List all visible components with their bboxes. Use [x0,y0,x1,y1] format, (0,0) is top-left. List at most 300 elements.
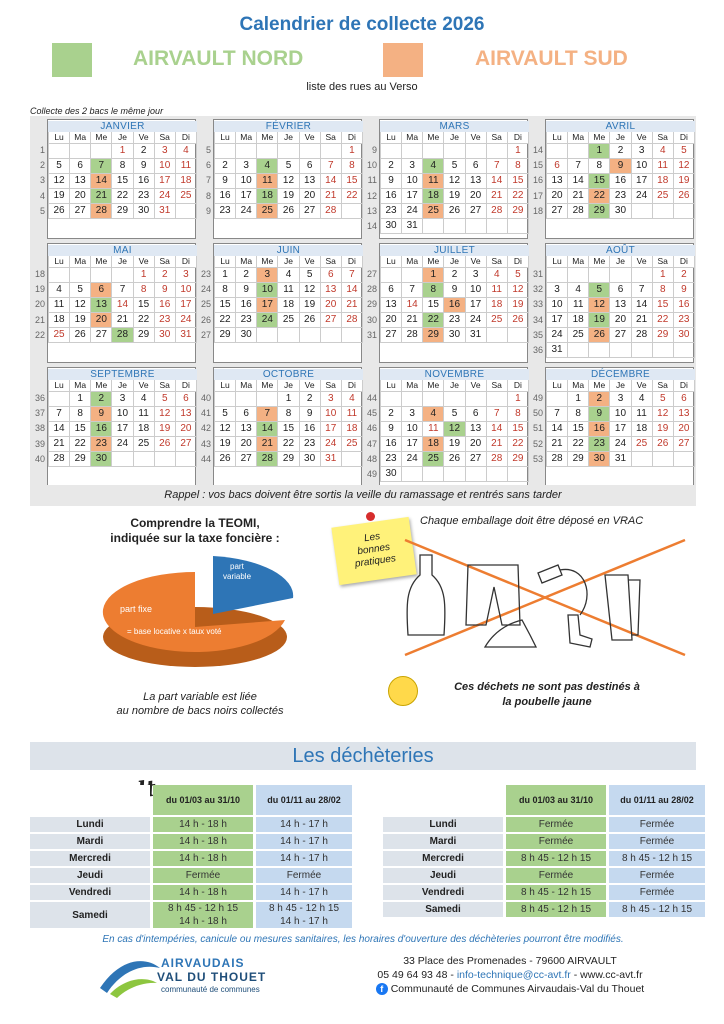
weekday-header: Me [589,256,610,267]
weekday-header: Di [673,132,694,143]
day-cell: 25 [486,312,507,327]
day-cell-sud: 22 [589,188,610,203]
weekday-header: Ve [465,380,486,391]
day-cell: 24 [610,436,631,451]
empty-cell [631,267,652,282]
day-cell-sud: 14 [91,173,112,188]
louin-day-cell [383,885,503,900]
airvault-p1-cell [153,851,253,866]
weekday-header: Lu [547,380,568,391]
weekday-header: Di [341,256,362,267]
weekday-header: Je [444,132,465,143]
day-cell: 19 [215,436,236,451]
day-cell: 15 [70,421,91,436]
empty-cell [465,143,486,158]
day-cell: 5 [444,406,465,421]
day-cell-nord: 28 [112,327,133,342]
weekday-header: Sa [652,256,673,267]
weekday-header: Sa [320,256,341,267]
weekday-header: Je [610,380,631,391]
day-cell: 4 [341,391,362,406]
airvault-p1-text: 14 h - 18 h [179,853,227,864]
airvault-day-text: Mercredi [69,853,111,864]
weekday-header: Me [257,380,278,391]
week-number: 9 [371,145,377,155]
nord-swatch [52,43,92,77]
weekday-header: Lu [381,132,402,143]
day-cell: 3 [402,406,423,421]
weekday-header: Lu [215,380,236,391]
day-cell: 30 [444,327,465,342]
day-cell: 1 [70,391,91,406]
airvault-p1-cell [153,834,253,849]
day-cell: 24 [465,312,486,327]
day-cell: 23 [154,312,175,327]
week-number: 53 [532,453,543,464]
day-cell: 1 [568,391,589,406]
day-cell: 16 [610,173,631,188]
airvault-p2-text: Fermée [286,870,322,881]
day-cell: 11 [49,297,70,312]
day-cell: 6 [610,282,631,297]
day-cell: 2 [673,267,694,282]
week-number: 11 [367,175,377,186]
day-cell: 10 [547,297,568,312]
day-cell-sud: 18 [423,436,444,451]
contact-line: 05 49 64 93 48 - info-technique@cc-avt.fr - www.cc-avt.fr [377,969,643,981]
airvault-day-text: Samedi [72,909,108,921]
louin-p1-cell [506,851,606,866]
day-cell: 29 [507,451,528,466]
empty-cell [402,143,423,158]
day-cell-sud: 20 [91,312,112,327]
day-cell: 22 [652,312,673,327]
week-number: 24 [200,284,211,295]
day-cell: 1 [133,267,154,282]
day-cell: 18 [278,297,299,312]
day-cell: 6 [299,158,320,173]
sud-swatch [383,43,423,77]
weekday-header: Me [423,256,444,267]
day-cell-nord: 8 [423,282,444,297]
weekday-header: Ma [70,132,91,143]
airvault-header-row [30,785,352,815]
part-variable-note-line1: La part variable est liée [143,691,257,703]
week-number: 6 [205,160,211,171]
airvault-header-empty [30,785,150,815]
day-cell: 27 [673,436,694,451]
empty-cell [610,267,631,282]
weekday-header: Je [444,380,465,391]
day-cell: 2 [154,267,175,282]
day-cell: 20 [673,421,694,436]
day-cell: 27 [299,203,320,218]
day-cell: 17 [402,436,423,451]
week-number: 45 [366,408,377,419]
day-cell: 16 [673,297,694,312]
day-cell-nord: 4 [423,158,444,173]
website-link[interactable]: www.cc-avt.fr [580,969,643,981]
day-cell: 4 [486,267,507,282]
day-cell: 18 [341,421,362,436]
weekday-header: Ma [568,256,589,267]
month-2 [213,119,362,239]
day-cell: 26 [215,451,236,466]
pie-label-variable: part variable [223,562,252,581]
day-cell: 10 [402,173,423,188]
weekday-header: Ma [70,256,91,267]
weekday-header: Ve [299,380,320,391]
weekday-header: Ma [236,132,257,143]
empty-cell [133,451,154,466]
weekday-header: Di [341,380,362,391]
weekday-header: Me [91,380,112,391]
airvault-p2-text: 14 h - 17 h [280,887,328,898]
louin-row-jeudi [383,868,705,883]
day-cell: 20 [465,436,486,451]
week-number: 33 [532,299,543,310]
day-cell: 2 [236,267,257,282]
day-cell: 5 [278,158,299,173]
louin-period1: du 01/03 au 31/10 [506,785,606,815]
teomi-title [95,516,295,546]
empty-cell [423,466,444,481]
day-cell: 2 [215,158,236,173]
day-cell: 30 [299,451,320,466]
day-cell: 8 [133,282,154,297]
airvault-p1-text: 14 h - 18 h [179,819,227,830]
louin-p2-text: Fermée [639,836,675,847]
email-link[interactable]: info-technique@cc-avt.fr [456,969,571,981]
empty-cell [402,267,423,282]
day-cell: 8 [70,406,91,421]
day-cell: 27 [91,327,112,342]
day-cell: 28 [547,451,568,466]
day-cell: 24 [402,203,423,218]
day-cell: 19 [154,421,175,436]
weekday-header: Di [673,380,694,391]
week-number: 27 [200,329,211,340]
day-cell: 26 [278,203,299,218]
day-cell-nord: 18 [257,188,278,203]
logo-line1: AIRVAUDAIS [161,956,245,970]
day-cell: 10 [154,158,175,173]
week-number: 40 [34,453,45,464]
week-number: 48 [366,453,377,464]
sticky-line1: Les [363,531,381,545]
day-cell-nord: 5 [589,282,610,297]
empty-cell [444,391,465,406]
day-cell: 4 [278,267,299,282]
airvault-day-cell [30,868,150,883]
day-cell: 21 [631,312,652,327]
day-cell: 18 [568,312,589,327]
weekday-header: Sa [652,380,673,391]
airvault-p1-text: 14 h - 18 h [179,836,227,847]
day-cell: 25 [133,436,154,451]
day-cell-sud: 2 [589,391,610,406]
calendar-area [30,116,696,506]
weekday-header: Lu [381,380,402,391]
louin-day-cell [383,817,503,832]
airvault-period1: du 01/03 au 31/10 [153,785,253,815]
month-4 [545,119,694,239]
louin-p2-cell [609,902,705,917]
day-cell: 1 [507,143,528,158]
teomi-title-line2: indiquée sur la taxe foncière : [110,531,280,545]
day-cell: 4 [652,143,673,158]
day-cell: 28 [631,327,652,342]
weekday-header: Je [610,132,631,143]
airvault-p2-text: 14 h - 17 h [280,819,328,830]
day-cell: 5 [673,143,694,158]
airvault-p1-text: 14 h - 18 h [179,887,227,898]
day-cell: 24 [236,203,257,218]
day-cell: 4 [568,282,589,297]
week-number: 14 [532,145,543,155]
day-cell: 21 [341,297,362,312]
day-cell: 26 [507,312,528,327]
day-cell: 27 [465,203,486,218]
day-cell: 16 [381,188,402,203]
sock-icon [568,615,592,647]
day-cell: 8 [215,282,236,297]
empty-cell [320,143,341,158]
empty-cell [507,466,528,481]
day-cell: 20 [610,312,631,327]
day-cell: 17 [320,421,341,436]
day-cell: 16 [215,188,236,203]
weekday-header: Ma [402,380,423,391]
airvault-p2-text: 14 h - 17 h [280,853,328,864]
louin-p1-cell [506,817,606,832]
weekday-header: Lu [215,256,236,267]
weekday-header: Je [112,380,133,391]
day-cell: 26 [70,327,91,342]
day-cell: 7 [341,267,362,282]
day-cell-nord: 9 [589,406,610,421]
day-cell: 6 [547,158,568,173]
day-cell: 24 [631,188,652,203]
facebook-line [300,982,720,996]
phone-text: 05 49 64 93 48 [377,969,448,981]
empty-cell [402,391,423,406]
weekday-header: Ma [568,380,589,391]
facebook-icon[interactable]: f [376,983,388,995]
empty-cell [423,391,444,406]
month-6 [213,243,362,363]
day-cell: 29 [112,203,133,218]
louin-p2-cell [609,851,705,866]
airvault-row-jeudi [30,868,352,883]
day-cell: 22 [507,436,528,451]
louin-day-cell [383,902,503,917]
weekday-header: Di [175,380,196,391]
day-cell: 18 [631,421,652,436]
day-cell-sud: 6 [91,282,112,297]
day-cell-sud: 12 [589,297,610,312]
day-cell: 16 [133,173,154,188]
weekday-header: Me [257,132,278,143]
empty-cell [547,267,568,282]
louin-row-mercredi [383,851,705,866]
day-cell: 13 [70,173,91,188]
weekday-header: Lu [49,132,70,143]
day-cell: 19 [444,188,465,203]
louin-day-cell [383,868,503,883]
day-cell: 13 [465,173,486,188]
day-cell: 11 [568,297,589,312]
weekday-header: Ve [465,132,486,143]
month-10 [213,367,362,487]
louin-p2-cell [609,885,705,900]
day-cell: 27 [547,203,568,218]
day-cell: 17 [236,188,257,203]
louin-p1-text: 8 h 45 - 12 h 15 [520,887,592,898]
day-cell-sud: 17 [257,297,278,312]
week-number: 36 [34,393,45,403]
weekday-header: Lu [49,380,70,391]
empty-cell [652,203,673,218]
airvault-p1-cell [153,885,253,900]
airvault-p1-cell [153,817,253,832]
day-cell-sud: 16 [444,297,465,312]
day-cell: 10 [610,406,631,421]
day-cell: 20 [175,421,196,436]
logo-swoosh-icon [95,948,165,1000]
day-cell: 5 [70,282,91,297]
empty-cell [236,143,257,158]
airvault-day-cell [30,885,150,900]
day-cell: 21 [486,436,507,451]
weekday-header: Ma [402,256,423,267]
day-cell: 28 [486,203,507,218]
day-cell: 12 [154,406,175,421]
louin-p2-cell [609,868,705,883]
airvault-p1-cell [153,868,253,883]
week-number: 42 [200,423,211,434]
month-name: AVRIL [546,121,695,132]
lightbulb-mascot-icon [388,676,418,706]
week-number: 34 [532,314,543,325]
empty-cell [486,218,507,233]
day-cell: 21 [547,436,568,451]
day-cell-sud: 26 [589,327,610,342]
day-cell: 14 [486,173,507,188]
weekday-header: Di [175,132,196,143]
day-cell: 4 [175,143,196,158]
day-cell: 24 [175,312,196,327]
day-cell: 27 [175,436,196,451]
day-cell: 19 [278,188,299,203]
day-cell: 8 [568,406,589,421]
day-cell: 6 [673,391,694,406]
day-cell-sud: 4 [423,406,444,421]
month-name: JUILLET [380,245,529,256]
weekday-header: Ve [133,256,154,267]
day-cell: 18 [486,297,507,312]
louin-day-text: Lundi [429,819,457,830]
day-cell: 30 [673,327,694,342]
weekday-header: Me [91,132,112,143]
day-cell: 12 [49,173,70,188]
airvault-row-samedi [30,902,352,928]
airvault-row-lundi [30,817,352,832]
day-cell: 20 [547,188,568,203]
bottle-icon [407,555,445,635]
day-cell-sud: 11 [257,173,278,188]
day-cell: 8 [112,158,133,173]
sneaker-icon [485,620,536,647]
month-11 [379,367,528,487]
empty-cell [49,391,70,406]
day-cell: 28 [402,327,423,342]
day-cell: 1 [507,391,528,406]
day-cell: 17 [402,188,423,203]
logo-line2: VAL DU THOUET [157,970,267,984]
week-number: 44 [366,393,377,403]
day-cell-nord: 24 [257,312,278,327]
empty-cell [381,143,402,158]
day-cell: 23 [610,188,631,203]
day-cell: 14 [631,297,652,312]
day-cell: 13 [320,282,341,297]
day-cell: 9 [236,282,257,297]
day-cell: 4 [49,282,70,297]
address-text: 33 Place des Promenades - 79600 AIRVAULT [403,955,617,967]
weekday-header: Ve [133,380,154,391]
weekday-header: Je [278,132,299,143]
day-cell: 25 [652,188,673,203]
day-cell: 18 [49,312,70,327]
day-cell: 29 [568,451,589,466]
day-cell: 17 [465,297,486,312]
day-cell: 2 [610,143,631,158]
day-cell: 3 [320,391,341,406]
day-cell: 29 [133,327,154,342]
weekday-header: Sa [486,380,507,391]
day-cell: 9 [381,173,402,188]
day-cell: 9 [133,158,154,173]
week-number: 8 [205,190,211,201]
day-cell: 12 [215,421,236,436]
month-name: SEPTEMBRE [48,369,197,380]
week-number: 40 [200,393,211,403]
week-number: 2 [39,160,45,171]
day-cell-sud: 30 [589,451,610,466]
empty-cell [465,391,486,406]
airvault-p2-text: 14 h - 17 h [280,836,328,847]
day-cell: 15 [423,297,444,312]
month-3 [379,119,528,239]
day-cell: 31 [175,327,196,342]
day-cell: 6 [465,406,486,421]
day-cell: 24 [402,451,423,466]
day-cell: 5 [444,158,465,173]
day-cell: 27 [465,451,486,466]
empty-cell [568,342,589,357]
day-cell: 9 [444,282,465,297]
week-number: 13 [366,205,377,216]
day-cell: 5 [49,158,70,173]
day-cell: 26 [673,188,694,203]
empty-cell [91,267,112,282]
weekday-header: Lu [215,132,236,143]
day-cell: 16 [381,436,402,451]
day-cell: 8 [589,158,610,173]
day-cell: 26 [444,203,465,218]
week-number: 5 [39,205,45,216]
